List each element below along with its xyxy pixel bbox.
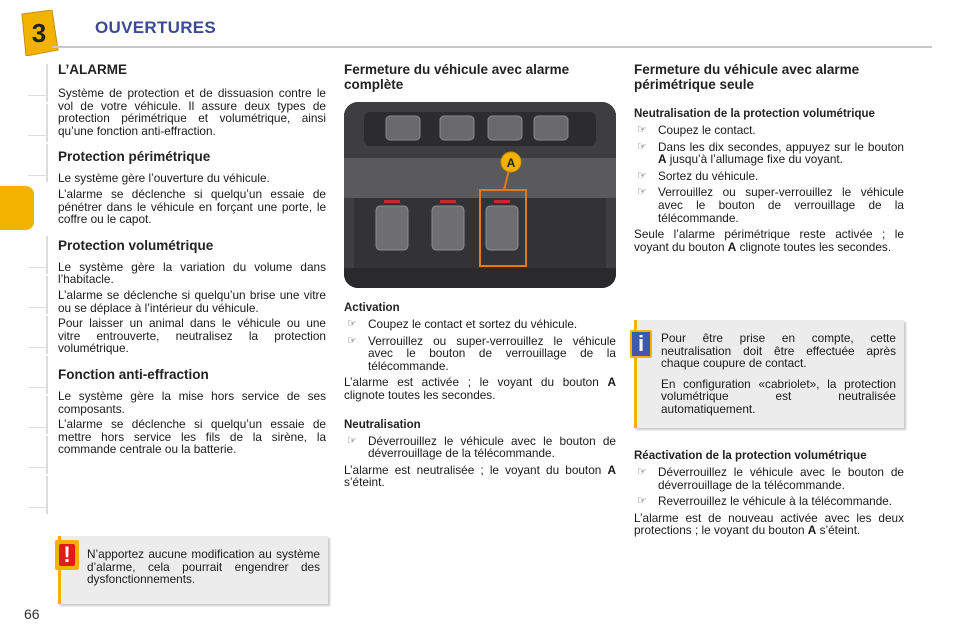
- chapter-number: 3: [31, 18, 47, 48]
- info-note-text-1: Pour être prise en compte, cette neutralisation doit être effectuée après chaque coupure de contact.: [661, 331, 896, 371]
- header-rule: [52, 46, 932, 48]
- neutralisation-title: Neutralisation: [344, 418, 421, 431]
- button-a-callout: A: [506, 156, 516, 170]
- chapter-tab[interactable]: [0, 316, 48, 354]
- page-title: OUVERTURES: [95, 18, 217, 37]
- volumetric-neutralisation-title: Neutralisation de la protection volumétrique: [634, 108, 875, 120]
- list-item: ☞ Verrouillez ou super-verrouillez le véhicule avec le bouton de verrouillage de la télécommande.: [637, 185, 904, 225]
- exclamation-icon: !: [55, 540, 79, 570]
- pointer-icon: ☞: [637, 466, 647, 478]
- column-perimetric-alarm: [634, 62, 904, 256]
- anti-tamper-text-1: Le système gère la mise hors service de ses composants.: [58, 388, 326, 416]
- chapter-tab[interactable]: [0, 104, 48, 142]
- section-title-full-alarm: Fermeture du véhicule avec alarme complète: [344, 62, 570, 92]
- chapter-tab-active[interactable]: [0, 186, 34, 230]
- info-note-text-2: En configuration «cabriolet», la protection volumétrique est neutralisée automatiquement.: [661, 376, 896, 416]
- anti-tamper-text-2: L’alarme se déclenche si quelqu’un essaie de mettre hors service les fils de la sirène, la commande centrale ou la batterie.: [58, 417, 326, 457]
- volumetric-text-2: L’alarme se déclenche si quelqu’un brise une vitre ou se déplace à l’intérieur du véhicule.: [58, 287, 326, 315]
- list-item: ☞ Déverrouillez le véhicule avec le bouton de déverrouillage de la télécommande.: [347, 433, 616, 461]
- activation-result: L’alarme est activée ; le voyant du bouton A clignote toutes les secondes.: [344, 375, 616, 402]
- list-item: ☞ Sortez du véhicule.: [637, 168, 759, 183]
- pointer-icon: ☞: [637, 186, 647, 199]
- activation-list: [344, 318, 616, 372]
- chapter-badge: [18, 10, 60, 56]
- perimetric-text-1: Le système gère l’ouverture du véhicule.: [58, 171, 270, 186]
- chapter-tabs: [0, 64, 48, 516]
- chapter-tab[interactable]: [0, 436, 48, 474]
- reactivation-title: Réactivation de la protection volumétrique: [634, 450, 867, 462]
- activation-title: Activation: [344, 302, 400, 314]
- info-icon: i: [630, 330, 652, 358]
- volumetric-text-1: Le système gère la variation du volume dans l’habitacle.: [58, 259, 326, 287]
- reactivation-result: L’alarme est de nouveau activée avec les deux protections ; le voyant du bouton A s’éteint.: [634, 510, 904, 538]
- warning-note-text: N’apportez aucune modification au système d’alarme, cela pourrait engendrer des dysfonctionnements.: [87, 547, 320, 587]
- section-title-volumetric: Protection volumétrique: [58, 237, 214, 253]
- chapter-tab[interactable]: [0, 276, 48, 314]
- pointer-icon: ☞: [637, 169, 647, 182]
- column-alarm: [58, 62, 326, 459]
- pointer-icon: ☞: [347, 434, 357, 447]
- reactivation-list: [634, 466, 904, 508]
- pointer-icon: ☞: [637, 124, 647, 136]
- alarm-button-photo: [344, 102, 616, 288]
- alarm-intro: Système de protection et de dissuasion contre le vol de votre véhicule. Il assure deux types de protection périmétrique et volumétrique, ainsi qu’une fonction anti-effraction.: [58, 86, 326, 138]
- warning-note: [58, 536, 328, 604]
- list-item: ☞ Coupez le contact.: [637, 123, 756, 137]
- neutralisation-result: L’alarme est neutralisée ; le voyant du bouton A s’éteint.: [344, 462, 616, 490]
- chapter-tab[interactable]: [0, 64, 48, 102]
- list-item: ☞ Dans les dix secondes, appuyez sur le bouton A jusqu’à l’allumage fixe du voyant.: [637, 139, 904, 167]
- pointer-icon: ☞: [347, 334, 357, 347]
- section-title-perimetric: Protection périmétrique: [58, 149, 211, 165]
- section-title-perimetric-alarm: Fermeture du véhicule avec alarme périmétrique seule: [634, 62, 860, 92]
- pointer-icon: ☞: [637, 140, 647, 153]
- chapter-tab[interactable]: [0, 144, 48, 182]
- section-title-anti-tamper: Fonction anti-effraction: [58, 366, 209, 382]
- list-item: ☞ Déverrouillez le véhicule avec le bouton de déverrouillage de la télécommande.: [637, 465, 904, 492]
- perimetric-text-2: L’alarme se déclenche si quelqu’un essaie de pénétrer dans le véhicule en forçant une porte, le coffre ou le capot.: [58, 186, 326, 227]
- perimetric-only-result: Seule l’alarme périmétrique reste activée ; le voyant du bouton A clignote toutes les secondes.: [634, 227, 904, 254]
- volumetric-neutralisation-list: [634, 124, 904, 224]
- column-reactivation: [634, 450, 904, 540]
- volumetric-text-3: Pour laisser un animal dans le véhicule ou une vitre entrouverte, neutralisez la protection volumétrique.: [58, 316, 326, 356]
- neutralisation-list: [344, 435, 616, 460]
- chapter-tab[interactable]: [0, 356, 48, 394]
- section-title-alarm: L’ALARME: [58, 62, 127, 77]
- page-number: 66: [24, 606, 40, 622]
- pointer-icon: ☞: [637, 495, 647, 508]
- info-note: [634, 320, 904, 428]
- list-item: ☞ Coupez le contact et sortez du véhicule.: [347, 317, 578, 331]
- list-item: ☞ Reverrouillez le véhicule à la télécommande.: [637, 494, 893, 509]
- chapter-tab[interactable]: [0, 476, 48, 514]
- chapter-tab[interactable]: [0, 236, 48, 274]
- list-item: ☞ Verrouillez ou super-verrouillez le véhicule avec le bouton de verrouillage de la télécommande.: [347, 333, 616, 373]
- column-full-alarm: [344, 62, 616, 492]
- chapter-tab[interactable]: [0, 396, 48, 434]
- pointer-icon: ☞: [347, 318, 357, 330]
